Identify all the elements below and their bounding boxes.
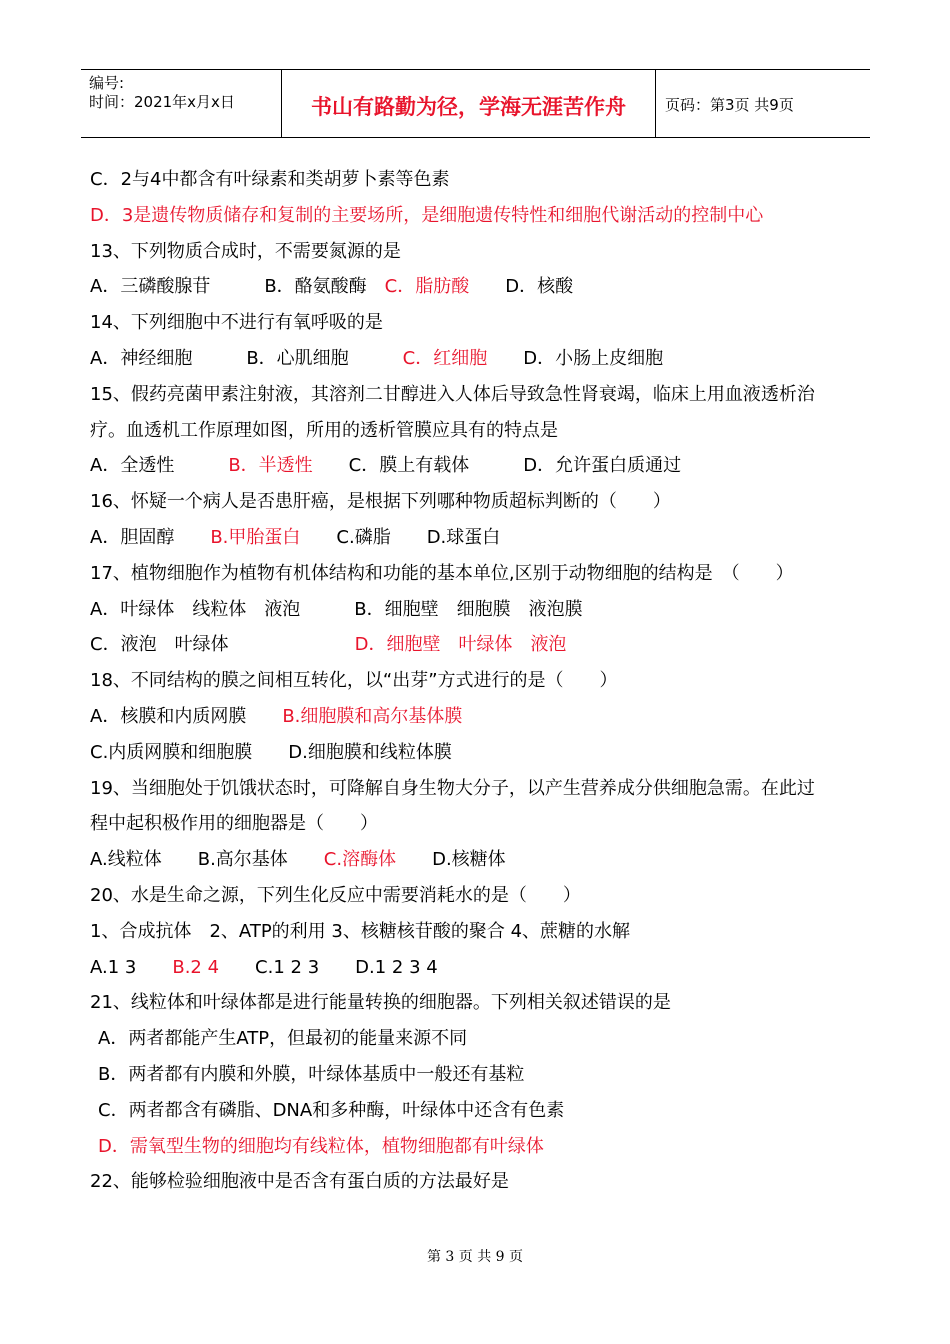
answer-text: B．半透性: [228, 455, 313, 477]
text-line: [90, 1129, 880, 1165]
answer-text: D．3是遗传物质储存和复制的主要场所，是细胞遗传特性和细胞代谢活动的控制中心: [90, 204, 764, 226]
line-text: A．核膜和内质网膜: [90, 705, 283, 727]
answer-text: D．细胞壁 叶绿体 液泡: [354, 634, 567, 656]
text-line: [90, 520, 880, 556]
text-line: [90, 663, 880, 699]
line-text: 17、植物细胞作为植物有机体结构和功能的基本单位,区别于动物细胞的结构是 （ ）: [90, 562, 794, 584]
text-line: [90, 448, 880, 484]
date-label: 时间：2021年x月x日: [89, 93, 235, 111]
line-text: C．膜上有载体 D．允许蛋白质通过: [312, 455, 682, 477]
line-text: 21、线粒体和叶绿体都是进行能量转换的细胞器。下列相关叙述错误的是: [90, 992, 671, 1014]
line-text: D．小肠上皮细胞: [487, 347, 664, 369]
answer-text: B.细胞膜和高尔基体膜: [282, 705, 463, 727]
line-text: D.核糖体: [396, 849, 506, 871]
text-line: [90, 842, 880, 878]
page-info: 页码：第3页 共9页: [665, 96, 794, 114]
line-text: 18、不同结构的膜之间相互转化，以“出芽”方式进行的是（ ）: [90, 670, 618, 692]
number-label: 编号:: [89, 74, 125, 92]
header-motto-cell: [281, 70, 656, 137]
text-line: [90, 1164, 880, 1200]
text-line: [90, 771, 880, 807]
line-text: A．三磷酸腺苷 B．酪氨酸酶: [90, 276, 385, 298]
line-text: C.内质网膜和细胞膜 D.细胞膜和线粒体膜: [90, 741, 452, 763]
answer-text: D．需氧型生物的细胞均有线粒体，植物细胞都有叶绿体: [98, 1135, 544, 1157]
line-text: A.1 3: [90, 956, 173, 978]
text-line: [90, 806, 880, 842]
text-line: [90, 484, 880, 520]
text-line: [90, 627, 880, 663]
text-line: [90, 1057, 880, 1093]
line-text: 19、当细胞处于饥饿状态时，可降解自身生物大分子，以产生营养成分供细胞急需。在此过: [90, 777, 815, 799]
line-text: C.磷脂 D.球蛋白: [300, 526, 501, 548]
answer-text: B.2 4: [172, 956, 220, 978]
text-line: [90, 1093, 880, 1129]
text-line: [90, 269, 880, 305]
line-text: C．2与4中都含有叶绿素和类胡萝卜素等色素: [90, 169, 450, 190]
line-text: A．神经细胞 B．心肌细胞: [90, 347, 403, 369]
text-line: [90, 950, 880, 986]
line-text: 22、能够检验细胞液中是否含有蛋白质的方法最好是: [90, 1171, 509, 1193]
text-line: [90, 699, 880, 735]
text-line: [90, 198, 880, 234]
text-line: [90, 413, 880, 449]
page-header: [81, 69, 870, 138]
question-body: [90, 162, 880, 1200]
line-text: 15、假药亮菌甲素注射液，其溶剂二甘醇进入人体后导致急性肾衰竭，临床上用血液透析治: [90, 383, 815, 405]
text-line: [90, 162, 880, 198]
text-line: [90, 914, 880, 950]
line-text: D．核酸: [469, 276, 574, 298]
text-line: [90, 985, 880, 1021]
page-footer: 第 3 页 共 9 页: [426, 1249, 524, 1265]
text-line: [90, 1021, 880, 1057]
text-line: [90, 341, 880, 377]
line-text: B．两者都有内膜和外膜，叶绿体基质中一般还有基粒: [98, 1063, 525, 1085]
text-line: [90, 305, 880, 341]
line-text: 20、水是生命之源，下列生化反应中需要消耗水的是（ ）: [90, 884, 581, 906]
line-text: C.1 2 3 D.1 2 3 4: [219, 956, 438, 978]
line-text: 14、下列细胞中不进行有氧呼吸的是: [90, 312, 383, 334]
text-line: [90, 592, 880, 628]
text-line: [90, 878, 880, 914]
line-text: 13、下列物质合成时，不需要氮源的是: [90, 240, 401, 262]
answer-text: C．红细胞: [402, 347, 488, 369]
line-text: A．叶绿体 线粒体 液泡 B．细胞壁 细胞膜 液泡膜: [90, 598, 583, 620]
line-text: 1、合成抗体 2、ATP的利用 3、核糖核苷酸的聚合 4、蔗糖的水解: [90, 920, 631, 942]
answer-text: B.甲胎蛋白: [210, 526, 301, 548]
header-info-cell: [81, 70, 281, 137]
line-text: C．液泡 叶绿体: [90, 634, 355, 656]
answer-text: C．脂肪酸: [384, 276, 470, 298]
line-text: A．两者都能产生ATP，但最初的能量来源不同: [98, 1028, 468, 1050]
line-text: 程中起积极作用的细胞器是（ ）: [90, 813, 378, 835]
header-page-cell: [655, 70, 870, 137]
text-line: [90, 377, 880, 413]
line-text: 疗。血透机工作原理如图，所用的透析管膜应具有的特点是: [90, 419, 558, 441]
text-line: [90, 234, 880, 270]
motto-text: 书山有路勤为径，学海无涯苦作舟: [311, 95, 626, 119]
line-text: C．两者都含有磷脂、DNA和多种酶，叶绿体中还含有色素: [98, 1099, 565, 1121]
line-text: A.线粒体 B.高尔基体: [90, 849, 324, 871]
text-line: [90, 556, 880, 592]
line-text: A．胆固醇: [90, 526, 211, 548]
line-text: 16、怀疑一个病人是否患肝癌，是根据下列哪种物质超标判断的（ ）: [90, 491, 671, 513]
answer-text: C.溶酶体: [323, 849, 397, 871]
line-text: A．全透性: [90, 455, 229, 477]
text-line: [90, 735, 880, 771]
